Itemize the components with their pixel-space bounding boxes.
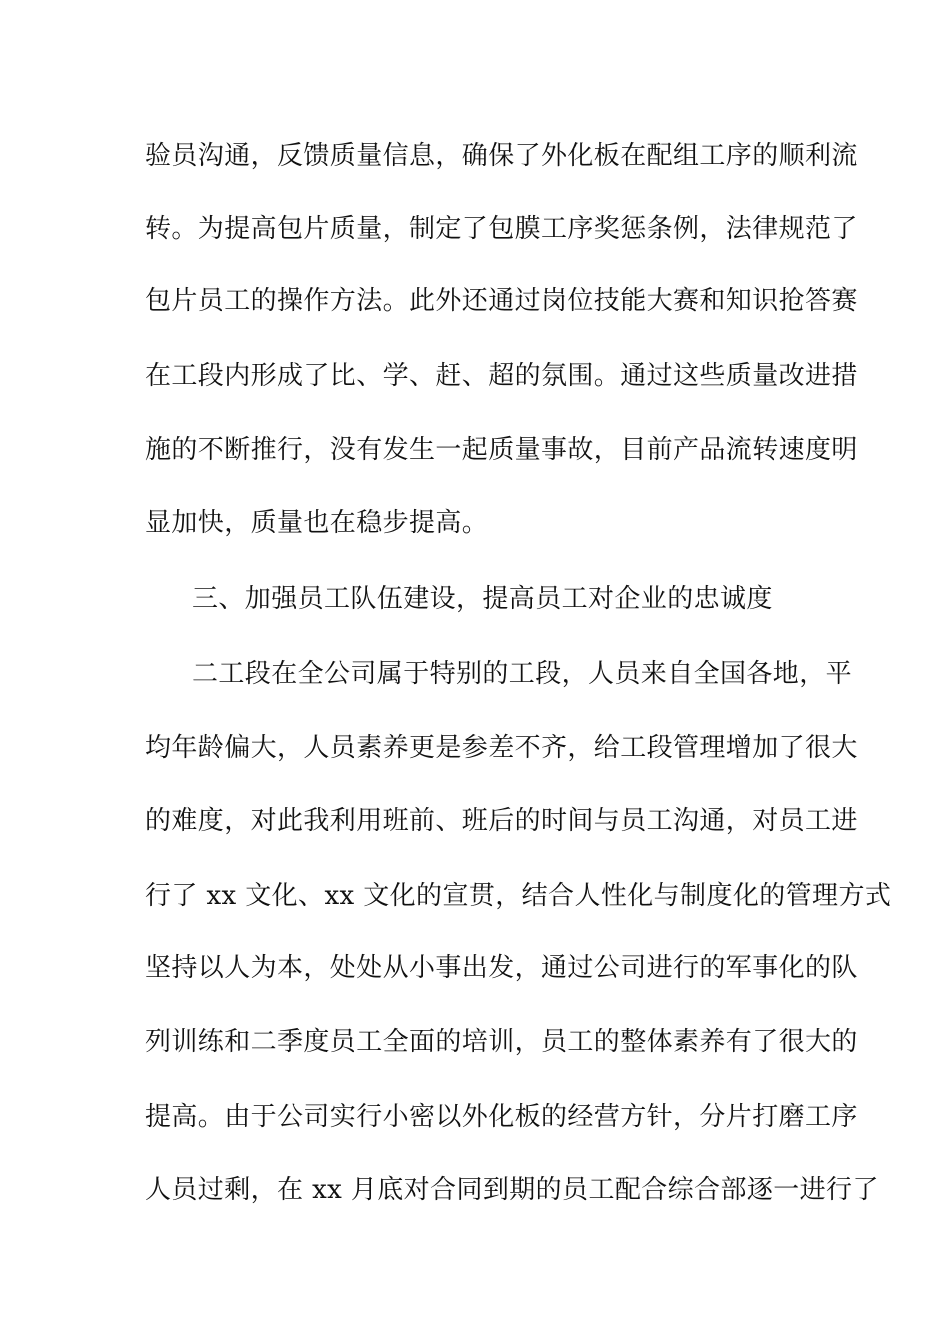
paragraph-2-line-8: 人员过剩，在 xx 月底对合同到期的员工配合综合部逐一进行了 <box>145 1175 879 1205</box>
paragraph-1-line-5: 施的不断推行，没有发生一起质量事故，目前产品流转速度明 <box>145 435 858 465</box>
paragraph-2-line-7: 提高。由于公司实行小密以外化板的经营方针，分片打磨工序 <box>145 1102 858 1132</box>
section-heading: 三、加强员工队伍建设，提高员工对企业的忠诚度 <box>192 584 773 614</box>
paragraph-1-line-6: 显加快，质量也在稳步提高。 <box>145 508 489 538</box>
paragraph-2-line-6: 列训练和二季度员工全面的培训，员工的整体素养有了很大的 <box>145 1027 858 1057</box>
paragraph-2-line-3: 的难度，对此我利用班前、班后的时间与员工沟通，对员工进 <box>145 806 858 836</box>
paragraph-2-line-5: 坚持以人为本，处处从小事出发，通过公司进行的军事化的队 <box>145 953 858 983</box>
paragraph-1-line-3: 包片员工的操作方法。此外还通过岗位技能大赛和知识抢答赛 <box>145 286 858 316</box>
paragraph-1-line-4: 在工段内形成了比、学、赶、超的氛围。通过这些质量改进措 <box>145 361 858 391</box>
paragraph-1-line-2: 转。为提高包片质量，制定了包膜工序奖惩条例，法律规范了 <box>145 214 858 244</box>
paragraph-2-line-4: 行了 xx 文化、xx 文化的宣贯，结合人性化与制度化的管理方式 <box>145 881 892 911</box>
paragraph-2-line-2: 均年龄偏大，人员素养更是参差不齐，给工段管理增加了很大 <box>145 733 858 763</box>
paragraph-2-line-1: 二工段在全公司属于特别的工段，人员来自全国各地，平 <box>192 659 853 689</box>
paragraph-1-line-1: 验员沟通，反馈质量信息，确保了外化板在配组工序的顺利流 <box>145 141 858 171</box>
